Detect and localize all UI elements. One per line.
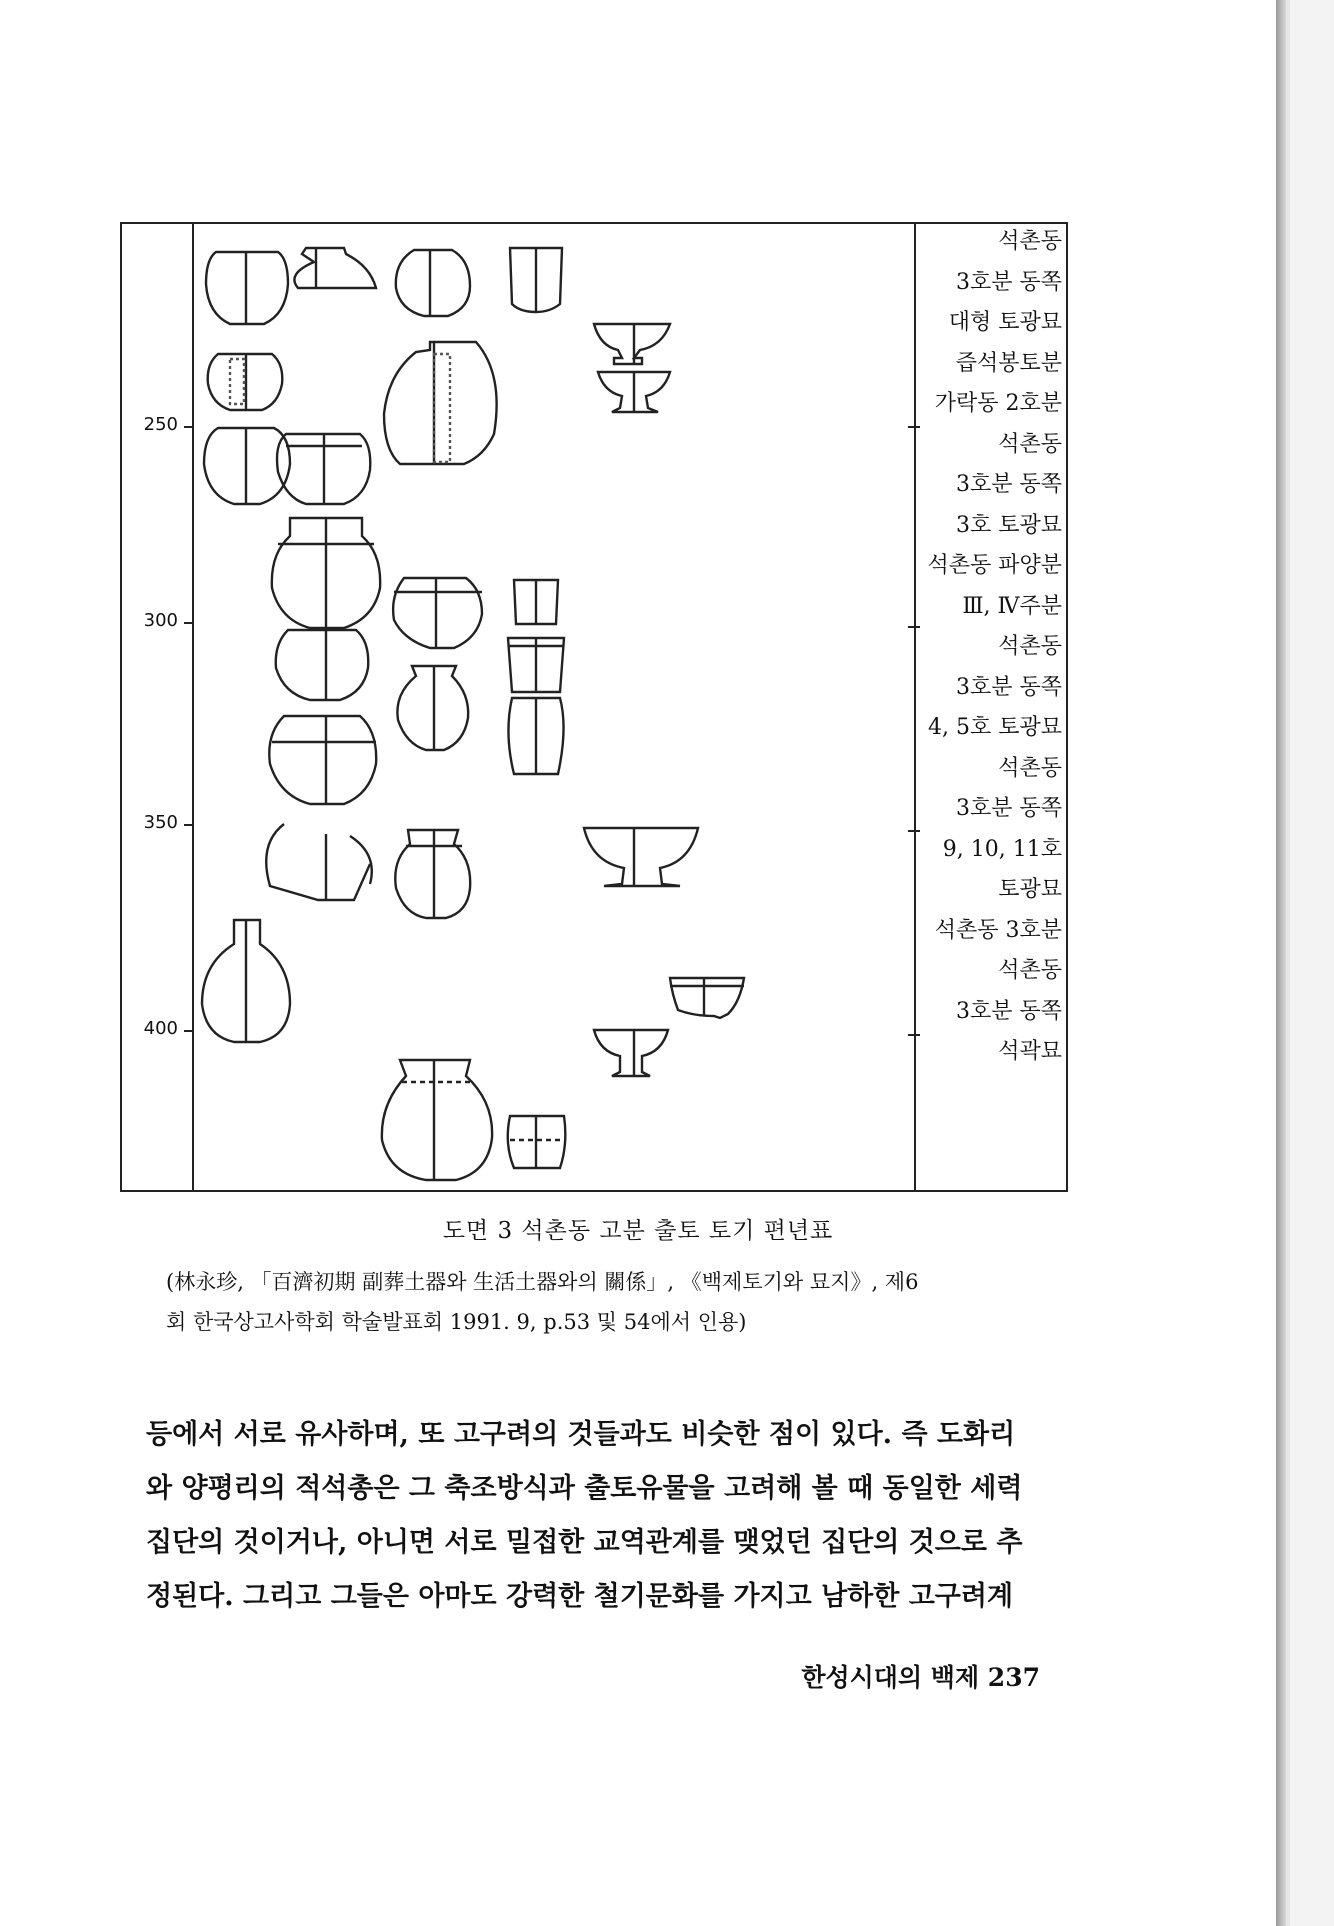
cup-drawing: [508, 638, 564, 692]
body-line: 와 양평리의 적석총은 그 축조방식과 출토유물을 고려해 볼 때 동일한 세력: [146, 1473, 1023, 1504]
pedestal-bowl-drawing: [594, 324, 670, 364]
site-label: 가락동 2호분: [934, 391, 1062, 416]
site-label: 3호분 동쪽: [956, 796, 1062, 821]
site-label: 3호분 동쪽: [956, 472, 1062, 497]
running-head-page-number: 한성시대의 백제 237: [801, 1663, 1040, 1692]
jar-drawing: [294, 248, 376, 288]
cup-drawing: [514, 580, 558, 624]
cup-drawing: [508, 1116, 566, 1168]
figure-source-line: (林永珍, 「百濟初期 副葬土器와 生活土器와의 關係」, 《백제토기와 묘지》, 제6: [166, 1270, 919, 1294]
flask-drawing: [202, 920, 290, 1042]
site-label: 토광묘: [998, 877, 1062, 902]
cup-drawing: [510, 248, 562, 312]
axis-tick-label: 400: [143, 1018, 178, 1039]
site-label: 3호 토광묘: [956, 512, 1062, 538]
figure-source-line: 회 한국상고사학회 학술발표회 1991. 9, p.53 및 54에서 인용): [166, 1310, 747, 1334]
site-label: 석촌동: [998, 634, 1062, 659]
site-label: 석곽묘: [998, 1039, 1062, 1064]
body-line: 집단의 것이거나, 아니면 서로 밀접한 교역관계를 맺었던 집단의 것으로 추: [146, 1527, 1023, 1558]
pedestal-bowl-drawing: [584, 828, 698, 886]
site-label: 석촌동 3호분: [934, 917, 1062, 943]
site-label: 석촌동: [998, 431, 1062, 457]
body-line: 정된다. 그리고 그들은 아마도 강력한 철기문화를 가지고 남하한 고구려계: [146, 1581, 1014, 1612]
axis-tick: [184, 622, 194, 624]
site-label: 석촌동: [998, 755, 1062, 781]
body-line: 등에서 서로 유사하며, 또 고구려의 것들과도 비슷한 점이 있다. 즉 도화리: [146, 1419, 1016, 1450]
large-jar-drawing: [382, 1060, 492, 1180]
site-label-column: [918, 222, 1066, 1073]
pedestal-bowl-drawing: [594, 1030, 668, 1076]
pottery-drawings: [194, 224, 912, 1190]
jar-drawing: [276, 630, 369, 700]
axis-tick: [184, 824, 194, 826]
axis-tick-label: 350: [143, 812, 178, 833]
jar-drawing: [269, 716, 376, 804]
site-label: 석촌동: [998, 229, 1062, 254]
jar-drawing: [397, 666, 468, 750]
jar-drawing: [272, 518, 380, 628]
site-label: 석촌동 파양분: [927, 553, 1062, 578]
jar-drawing: [393, 578, 482, 648]
site-label: 4, 5호 토광묘: [928, 715, 1062, 740]
figure-caption-title: 도면 3 석촌동 고분 출토 토기 편년표: [442, 1218, 834, 1244]
axis-tick-label: 300: [143, 610, 178, 631]
jar-drawing: [206, 252, 288, 324]
page-edge: [1276, 0, 1286, 1926]
pedestal-bowl-drawing: [598, 372, 670, 412]
site-label: 9, 10, 11호: [942, 836, 1062, 862]
cup-drawing: [508, 698, 563, 774]
site-label: 3호분 동쪽: [956, 674, 1062, 700]
site-label: 석촌동: [998, 958, 1062, 983]
site-label: Ⅲ, Ⅳ주분: [962, 593, 1062, 619]
site-label: 3호분 동쪽: [956, 998, 1062, 1024]
figure-caption-source: [166, 1262, 1046, 1342]
site-label: 3호분 동쪽: [956, 269, 1062, 295]
axis-tick-label: 250: [143, 414, 178, 435]
site-label: 대형 토광묘: [948, 310, 1062, 335]
axis-tick: [184, 426, 194, 428]
jar-drawing: [395, 830, 470, 918]
site-label: 즙석봉토분: [955, 350, 1062, 376]
large-jar-drawing: [384, 342, 497, 464]
site-column-divider: [914, 222, 916, 1192]
jar-drawing: [266, 824, 372, 900]
body-paragraph: [146, 1408, 1082, 1624]
pedestal-bowl-drawing: [670, 978, 744, 1018]
jar-drawing: [396, 250, 470, 316]
jar-drawing: [277, 434, 370, 504]
jar-drawing: [208, 354, 283, 410]
axis-tick: [184, 1030, 194, 1032]
